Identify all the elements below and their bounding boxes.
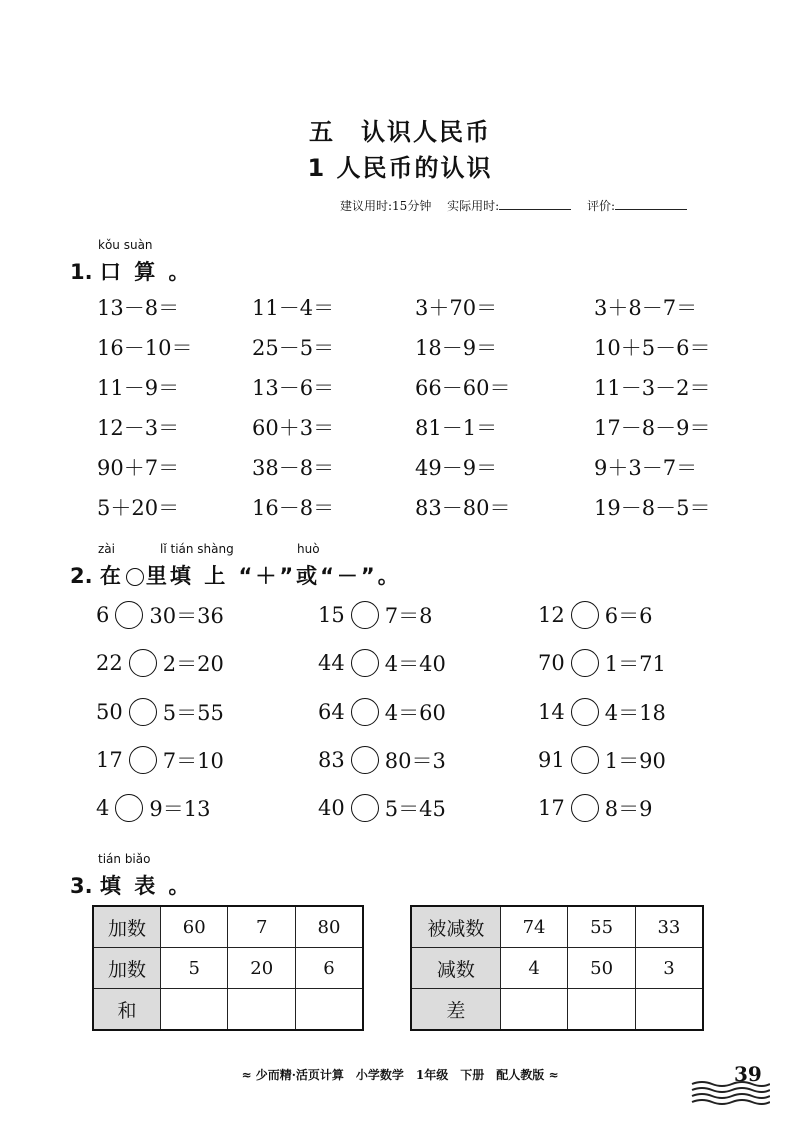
table-cell: 20	[228, 948, 296, 989]
section1-title: 口 算 。	[99, 260, 193, 284]
table-cell: 6	[295, 948, 363, 989]
table-cell: 60	[160, 906, 228, 948]
table-row	[411, 906, 703, 948]
evaluation-blank[interactable]	[615, 197, 687, 210]
math-expression: 66－60＝	[415, 376, 511, 400]
left-operand: 83	[318, 748, 345, 772]
page-number: 39	[734, 1062, 762, 1086]
math-expression: 13－8＝	[97, 296, 180, 320]
answer-cell[interactable]	[500, 989, 568, 1031]
section2-pinyin-zai: zài	[98, 542, 115, 556]
sign-problem	[318, 697, 446, 727]
table-cell: 5	[160, 948, 228, 989]
answer-cell[interactable]	[295, 989, 363, 1031]
sign-problem	[96, 745, 224, 775]
table-cell: 55	[568, 906, 636, 948]
left-operand: 15	[318, 603, 345, 627]
section3-pinyin: tián biǎo	[98, 852, 151, 866]
right-side: 4＝60	[384, 701, 446, 725]
left-operand: 4	[96, 796, 110, 820]
addition-table	[92, 905, 364, 1031]
right-side: 5＝45	[384, 797, 446, 821]
math-expression: 25－5＝	[252, 336, 335, 360]
answer-circle[interactable]	[571, 746, 599, 774]
table-row	[93, 906, 363, 948]
right-side: 9＝13	[149, 797, 211, 821]
answer-circle[interactable]	[351, 746, 379, 774]
section2-number: 2.	[70, 564, 93, 588]
table-row	[93, 989, 363, 1031]
left-operand: 91	[538, 748, 565, 772]
math-expression: 5＋20＝	[97, 496, 180, 520]
math-expression: 3＋70＝	[415, 296, 498, 320]
math-expression: 9＋3－7＝	[594, 456, 698, 480]
section2-title-b: 里填 上 “＋”或“－”。	[145, 564, 402, 588]
sign-problem	[318, 793, 446, 823]
section1-pinyin: kǒu suàn	[98, 238, 153, 252]
table-cell: 33	[635, 906, 703, 948]
answer-cell[interactable]	[160, 989, 228, 1031]
answer-circle[interactable]	[115, 601, 143, 629]
wave-decoration-icon	[690, 1080, 770, 1108]
sign-problem	[96, 793, 210, 823]
math-expression: 11－4＝	[252, 296, 335, 320]
section1-number: 1.	[70, 260, 93, 284]
sign-problem	[96, 697, 224, 727]
math-expression: 19－8－5＝	[594, 496, 711, 520]
math-expression: 16－8＝	[252, 496, 335, 520]
answer-circle[interactable]	[351, 794, 379, 822]
answer-circle[interactable]	[351, 601, 379, 629]
answer-circle[interactable]	[571, 601, 599, 629]
table-row	[411, 948, 703, 989]
section2-pinyin-li-tian-shang: lǐ tián shàng	[160, 542, 234, 556]
table-cell: 差	[411, 989, 500, 1031]
sign-problem	[96, 648, 224, 678]
right-side: 1＝71	[604, 652, 666, 676]
left-operand: 44	[318, 651, 345, 675]
sign-problem	[318, 745, 446, 775]
section2-heading	[70, 560, 402, 590]
right-side: 5＝55	[162, 701, 224, 725]
evaluation-label: 评价:	[587, 199, 616, 213]
answer-circle[interactable]	[351, 698, 379, 726]
answer-circle[interactable]	[571, 698, 599, 726]
math-expression: 11－3－2＝	[594, 376, 711, 400]
left-operand: 40	[318, 796, 345, 820]
sign-problem	[538, 697, 666, 727]
answer-cell[interactable]	[228, 989, 296, 1031]
right-side: 4＝18	[604, 701, 666, 725]
actual-time-blank[interactable]	[499, 197, 571, 210]
sign-problem	[96, 600, 224, 630]
sign-problem	[538, 793, 652, 823]
answer-circle[interactable]	[129, 746, 157, 774]
math-expression: 11－9＝	[97, 376, 180, 400]
answer-circle[interactable]	[571, 794, 599, 822]
math-expression: 16－10＝	[97, 336, 193, 360]
table-row	[411, 989, 703, 1031]
math-expression: 18－9＝	[415, 336, 498, 360]
chapter-title: 五 认识人民币	[309, 118, 491, 146]
sign-problem	[538, 600, 652, 630]
math-expression: 10＋5－6＝	[594, 336, 711, 360]
math-expression: 83－80＝	[415, 496, 511, 520]
answer-circle[interactable]	[129, 698, 157, 726]
subtraction-table	[410, 905, 704, 1031]
math-expression: 12－3＝	[97, 416, 180, 440]
table-cell: 被减数	[411, 906, 500, 948]
math-expression: 13－6＝	[252, 376, 335, 400]
right-side: 4＝40	[384, 652, 446, 676]
math-expression: 17－8－9＝	[594, 416, 711, 440]
math-expression: 3＋8－7＝	[594, 296, 698, 320]
left-operand: 64	[318, 700, 345, 724]
table-cell: 74	[500, 906, 568, 948]
right-side: 6＝6	[604, 604, 653, 628]
time-info	[340, 197, 687, 214]
section2-pinyin-huo: huò	[297, 542, 320, 556]
left-operand: 22	[96, 651, 123, 675]
table-cell: 80	[295, 906, 363, 948]
table-cell: 加数	[93, 948, 160, 989]
table-cell: 4	[500, 948, 568, 989]
answer-circle[interactable]	[351, 649, 379, 677]
actual-time-label: 实际用时:	[447, 199, 500, 213]
section3-title: 填 表 。	[99, 874, 193, 898]
section2-title-a: 在	[99, 564, 124, 588]
math-expression: 81－1＝	[415, 416, 498, 440]
left-operand: 17	[96, 748, 123, 772]
table-cell: 7	[228, 906, 296, 948]
answer-circle[interactable]	[571, 649, 599, 677]
left-operand: 6	[96, 603, 110, 627]
answer-cell[interactable]	[568, 989, 636, 1031]
right-side: 30＝36	[149, 604, 224, 628]
lesson-title: 1 人民币的认识	[307, 154, 493, 182]
section3-heading	[70, 870, 193, 900]
section1-heading	[70, 256, 193, 286]
circle-icon	[126, 568, 144, 586]
left-operand: 70	[538, 651, 565, 675]
table-cell: 减数	[411, 948, 500, 989]
right-side: 2＝20	[162, 652, 224, 676]
sign-problem	[318, 648, 446, 678]
sign-problem	[318, 600, 432, 630]
right-side: 7＝8	[384, 604, 433, 628]
sign-problem	[538, 745, 666, 775]
right-side: 80＝3	[384, 749, 446, 773]
table-cell: 和	[93, 989, 160, 1031]
left-operand: 12	[538, 603, 565, 627]
table-cell: 3	[635, 948, 703, 989]
answer-circle[interactable]	[129, 649, 157, 677]
right-side: 1＝90	[604, 749, 666, 773]
table-row	[93, 948, 363, 989]
math-expression: 38－8＝	[252, 456, 335, 480]
suggested-time: 建议用时:15分钟	[340, 199, 432, 213]
sign-problem	[538, 648, 666, 678]
table-cell: 加数	[93, 906, 160, 948]
answer-circle[interactable]	[115, 794, 143, 822]
math-expression: 49－9＝	[415, 456, 498, 480]
section3-number: 3.	[70, 874, 93, 898]
left-operand: 50	[96, 700, 123, 724]
left-operand: 14	[538, 700, 565, 724]
answer-cell[interactable]	[635, 989, 703, 1031]
right-side: 7＝10	[162, 749, 224, 773]
left-operand: 17	[538, 796, 565, 820]
math-expression: 90＋7＝	[97, 456, 180, 480]
table-cell: 50	[568, 948, 636, 989]
footer-text: ≈ 少而精·活页计算 小学数学 1年级 下册 配人教版 ≈	[241, 1068, 559, 1082]
right-side: 8＝9	[604, 797, 653, 821]
math-expression: 60＋3＝	[252, 416, 335, 440]
